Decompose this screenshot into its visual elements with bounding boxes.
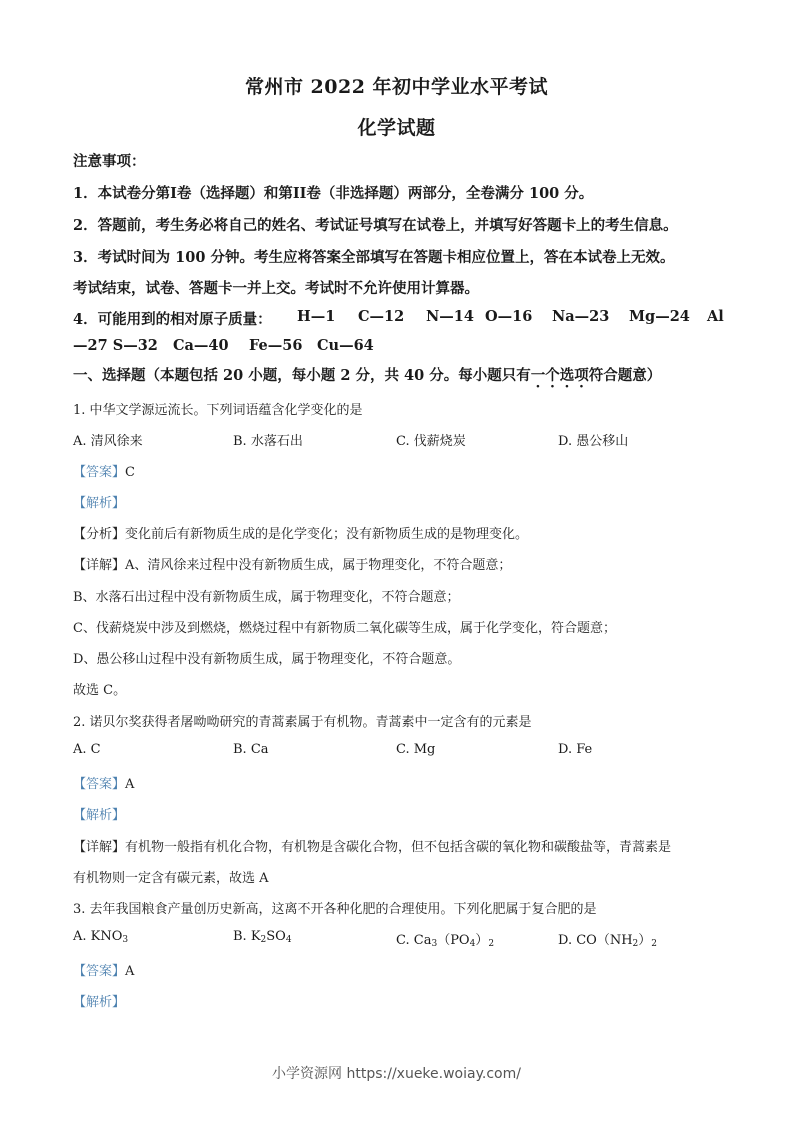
mass-c: C—12 bbox=[358, 308, 405, 325]
q1-option-d: D. 愚公移山 bbox=[558, 434, 629, 449]
q1-conclusion: 故选 C。 bbox=[73, 683, 127, 698]
q1-detail-1: 【详解】A、清风徐来过程中没有新物质生成，属于物理变化，不符合题意； bbox=[73, 558, 512, 573]
notice-item-1: 1．本试卷分第I卷（选择题）和第II卷（非选择题）两部分，全卷满分 100 分。 bbox=[73, 185, 594, 202]
mass-al-s: —27 S—32 bbox=[73, 337, 158, 354]
mass-o: O—16 bbox=[485, 308, 533, 325]
q1-analysis-tag: 【解析】 bbox=[73, 496, 126, 511]
mass-na: Na—23 bbox=[552, 308, 610, 325]
q2-option-b: B. Ca bbox=[233, 742, 269, 757]
q3-option-b: B. $K_2SO_4$ bbox=[233, 929, 292, 945]
q3-analysis-tag: 【解析】 bbox=[73, 995, 126, 1010]
mass-fe: Fe—56 bbox=[249, 337, 303, 354]
mass-ca: Ca—40 bbox=[173, 337, 229, 354]
q1-detail-4: D、愚公移山过程中没有新物质生成，属于物理变化，不符合题意。 bbox=[73, 652, 461, 667]
mass-cu: Cu—64 bbox=[317, 337, 374, 354]
q2-analysis-tag: 【解析】 bbox=[73, 808, 126, 823]
q3-answer: 【答案】A bbox=[73, 964, 135, 979]
notice-item-2: 2．答题前，考生务必将自己的姓名、考试证号填写在试卷上，并填写好答题卡上的考生信息。 bbox=[73, 217, 678, 234]
q1-option-b: B. 水落石出 bbox=[233, 434, 303, 449]
question-3-stem: 3. 去年我国粮食产量创历史新高，这离不开各种化肥的合理使用。下列化肥属于复合肥的是 bbox=[73, 902, 597, 917]
atomic-mass-line-2 bbox=[73, 337, 374, 354]
q1-detail-2: B、水落石出过程中没有新物质生成，属于物理变化，不符合题意； bbox=[73, 590, 460, 605]
question-1-stem: 1. 中华文学源远流长。下列词语蕴含化学变化的是 bbox=[73, 403, 363, 418]
mass-al: Al bbox=[707, 308, 724, 325]
q1-fenxi: 【分析】变化前后有新物质生成的是化学变化；没有新物质生成的是物理变化。 bbox=[73, 527, 529, 542]
q1-option-a: A. 清风徐来 bbox=[73, 434, 143, 449]
q2-option-c: C. Mg bbox=[396, 742, 436, 757]
q2-option-a: A. C bbox=[73, 742, 101, 757]
mass-h: H—1 bbox=[297, 308, 336, 325]
q1-answer: 【答案】C bbox=[73, 465, 135, 480]
q2-answer: 【答案】A bbox=[73, 777, 135, 792]
q3-option-c: C. $Ca_3(PO_4)_2$ bbox=[396, 933, 495, 949]
q3-option-d: D. $CO(NH_2)_2$ bbox=[558, 933, 658, 949]
q3-option-a: A. $KNO_3$ bbox=[73, 929, 129, 945]
section-heading: 一、选择题（本题包括 20 小题，每小题 2 分，共 40 分。每小题只有一个选项符合题意） bbox=[73, 367, 662, 384]
footer-watermark: 小学资源网 https://xueke.woiay.com/ bbox=[272, 1066, 521, 1082]
notice-heading: 注意事项： bbox=[73, 153, 146, 170]
answer-tag: 【答案】 bbox=[73, 777, 126, 792]
answer-tag: 【答案】 bbox=[73, 465, 126, 480]
q2-option-d: D. Fe bbox=[558, 742, 593, 757]
notice-item-3: 3．考试时间为 100 分钟。考生应将答案全部填写在答题卡相应位置上，答在本试卷上无效。 bbox=[73, 249, 675, 266]
q1-detail-3: C、伐薪烧炭中涉及到燃烧，燃烧过程中有新物质二氧化碳等生成，属于化学变化，符合题意； bbox=[73, 621, 616, 636]
page-subtitle: 化学试题 bbox=[357, 117, 436, 139]
answer-tag: 【答案】 bbox=[73, 964, 126, 979]
q2-detail-2: 有机物则一定含有碳元素，故选 A bbox=[73, 871, 269, 886]
atomic-mass-label: 4．可能用到的相对原子质量： bbox=[73, 311, 272, 328]
question-2-stem: 2. 诺贝尔奖获得者屠呦呦研究的青蒿素属于有机物。青蒿素中一定含有的元素是 bbox=[73, 715, 532, 730]
notice-item-3-cont: 考试结束，试卷、答题卡一并上交。考试时不允许使用计算器。 bbox=[73, 280, 479, 297]
q2-detail-1: 【详解】有机物一般指有机化合物，有机物是含碳化合物，但不包括含碳的氧化物和碳酸盐等，青蒿素是 bbox=[73, 840, 672, 855]
q1-option-c: C. 伐薪烧炭 bbox=[396, 434, 466, 449]
mass-mg: Mg—24 bbox=[629, 308, 690, 325]
mass-n: N—14 bbox=[426, 308, 474, 325]
atomic-mass-line-1 bbox=[73, 308, 724, 329]
page-title: 常州市 2022 年初中学业水平考试 bbox=[244, 76, 549, 98]
